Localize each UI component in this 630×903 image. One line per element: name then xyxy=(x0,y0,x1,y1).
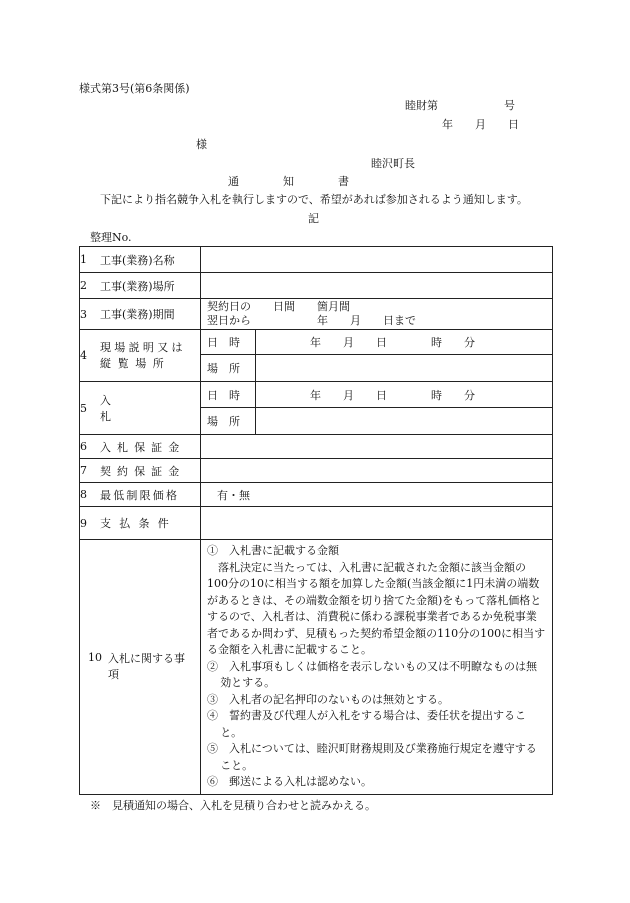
list-item: ② 入札事項もしくは価格を表示しないもの又は不明瞭なものは無効とする。 xyxy=(207,659,537,689)
bid-place-field[interactable] xyxy=(256,408,553,435)
place-label: 場 所 xyxy=(201,355,256,382)
row-label: 3 工事(業務)期間 xyxy=(80,299,201,330)
row-label: 9 支払条件 xyxy=(80,507,201,540)
row-label: 4 現場説明又は 縦覧場所 xyxy=(80,330,201,382)
project-location-field[interactable] xyxy=(201,273,553,299)
bid-datetime-field[interactable]: 年 月 日 時 分 xyxy=(256,382,553,408)
document-date: 年 月 日 xyxy=(442,118,519,131)
project-name-field[interactable] xyxy=(201,247,553,273)
sender-name: 睦沢町長 xyxy=(371,157,415,170)
table-row xyxy=(80,483,553,507)
table-row xyxy=(80,540,553,795)
table-row xyxy=(80,273,553,299)
footnote: ※ 見積通知の場合、入札を見積り合わせと読みかえる。 xyxy=(90,798,376,812)
intro-text: 下記により指名競争入札を執行しますので、希望があれば参加されるよう通知します。 xyxy=(100,193,528,206)
list-item: ③ 入札者の記名押印のないものは無効とする。 xyxy=(207,692,449,706)
table-row xyxy=(80,247,553,273)
row-label: 2 工事(業務)場所 xyxy=(80,273,201,299)
period-line-2: 翌日から 年 月 日まで xyxy=(207,314,416,327)
period-line-1: 契約日の 日間 箇月間 xyxy=(207,300,350,314)
payment-terms-field[interactable] xyxy=(201,507,553,540)
row-label: 10 入札に関する事項 xyxy=(80,540,201,795)
ki-heading: 記 xyxy=(308,212,319,225)
form-number-label: 様式第3号(第6条関係) xyxy=(79,82,190,95)
row-label: 5 入札 xyxy=(80,382,201,435)
project-period-field[interactable] xyxy=(201,299,553,330)
seiri-number-label: 整理No. xyxy=(90,231,132,244)
row-label: 6 入札保証金 xyxy=(80,435,201,459)
datetime-label: 日 時 xyxy=(201,382,256,408)
list-item: 落札決定に当たっては、入札書に記載された金額に該当金額の100分の10に相当する額を加算した金額(当該金額に1円未満の端数があるときは、その端数金額を切り捨てた金額)をもって落札価格とするので、入札者は、消費税に係わる課税事業者であるか免税事業者であるか問わず、見積もった契約希望金額の110分の100に相当する金額を入札書に記載すること。 xyxy=(207,560,546,656)
bid-conditions-field xyxy=(201,540,553,795)
list-item: ⑤ 入札については、睦沢町財務規則及び業務施行規定を遵守すること。 xyxy=(207,742,537,772)
explanation-datetime-field[interactable]: 年 月 日 時 分 xyxy=(256,330,553,355)
table-row xyxy=(80,299,553,330)
list-item: ④ 誓約書及び代理人が入札をする場合は、委任状を提出すること。 xyxy=(207,709,526,739)
minimum-price-field[interactable]: 有・無 xyxy=(201,483,553,507)
table-row xyxy=(80,435,553,459)
table-row xyxy=(80,330,553,355)
list-item: ⑥ 郵送による入札は認めない。 xyxy=(207,775,372,788)
contract-deposit-field[interactable] xyxy=(201,459,553,483)
addressee-suffix: 様 xyxy=(196,138,207,151)
table-row xyxy=(80,507,553,540)
bid-deposit-field[interactable] xyxy=(201,435,553,459)
document-title: 通 知 書 xyxy=(228,175,349,188)
row-label: 8 最低制限価格 xyxy=(80,483,201,507)
list-item: ① 入札書に記載する金額 xyxy=(207,544,339,557)
table-row xyxy=(80,459,553,483)
form-table xyxy=(79,246,553,795)
table-row xyxy=(80,382,553,408)
explanation-place-field[interactable] xyxy=(256,355,553,382)
place-label: 場 所 xyxy=(201,408,256,435)
document-number: 睦財第 号 xyxy=(405,99,515,112)
datetime-label: 日 時 xyxy=(201,330,256,355)
row-label: 7 契約保証金 xyxy=(80,459,201,483)
row-label: 1 工事(業務)名称 xyxy=(80,247,201,273)
